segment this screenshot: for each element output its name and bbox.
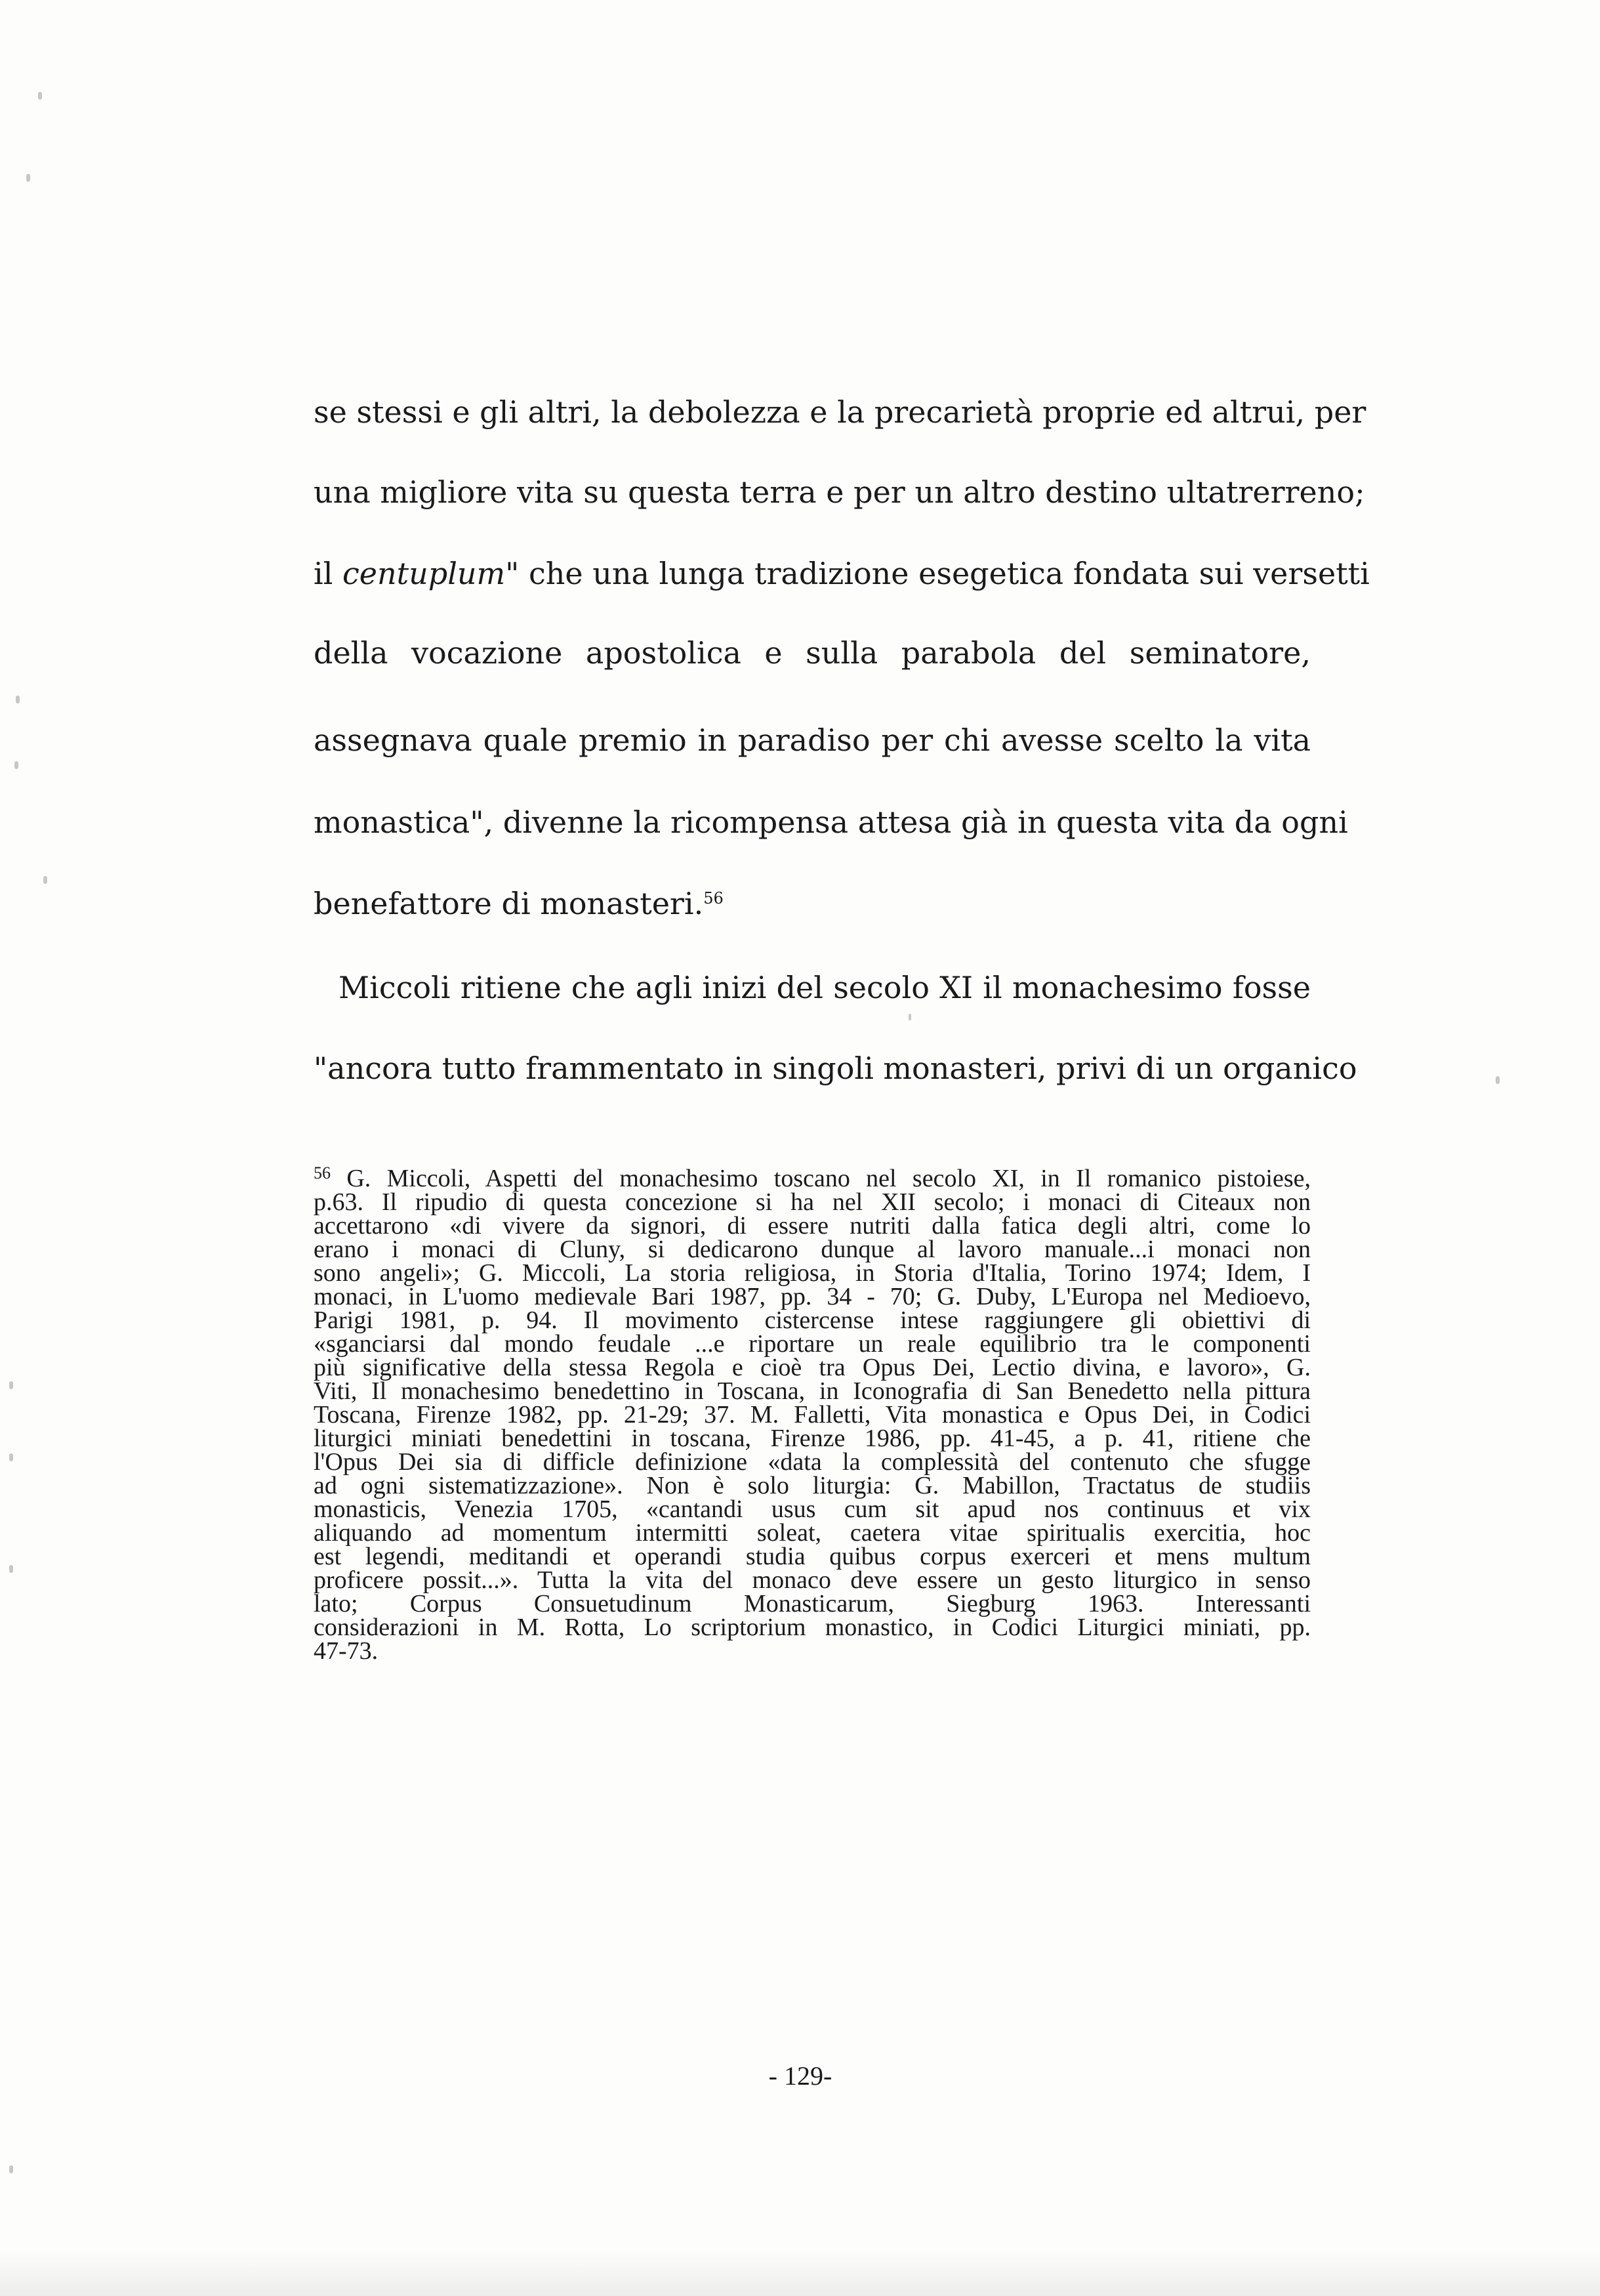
footnote-line: Viti, Il monachesimo benedettino in Toscana, in Iconografia di San Benedetto nella pittura — [314, 1377, 1311, 1405]
body-line-8: Miccoli ritiene che agli inizi del secolo XI il monachesimo fosse — [338, 970, 1311, 1005]
scan-speck — [38, 92, 42, 100]
body-line-7-text: benefattore di monasteri. — [314, 886, 704, 921]
footnote-line: Parigi 1981, p. 94. Il movimento cistercense intese raggiungere gli obiettivi di — [314, 1306, 1311, 1334]
footnote-line: aliquando ad momentum intermitti soleat, caetera vitae spiritualis exercitia, hoc — [314, 1519, 1311, 1547]
scan-speck — [43, 876, 47, 884]
footnote-line: considerazioni in M. Rotta, Lo scriptorium monastico, in Codici Liturgici miniati, pp. — [314, 1614, 1311, 1641]
body-line-3-lead: il — [314, 556, 343, 591]
footnote-line — [314, 1163, 1311, 1192]
body-line-6: monastica", divenne la ricompensa attesa già in questa vita da ogni — [314, 804, 1348, 840]
footnote-reference: 56 — [703, 889, 724, 908]
body-line-3 — [314, 554, 1370, 593]
page-number: - 129- — [768, 2061, 832, 2091]
scan-speck — [16, 696, 20, 703]
footnote-line: est legendi, meditandi et operandi studia quibus corpus exerceri et mens multum — [314, 1543, 1311, 1570]
body-line-2: una migliore vita su questa terra e per un altro destino ultatrerreno; — [314, 474, 1365, 510]
footnote-line: lato; Corpus Consuetudinum Monasticarum, Siegburg 1963. Interessanti — [314, 1590, 1311, 1618]
footnote-line: accettarono «di vivere da signori, di essere nutriti dalla fatica degli altri, come lo — [314, 1212, 1311, 1240]
body-line-4: della vocazione apostolica e sulla parabola del seminatore, — [314, 635, 1311, 671]
scan-speck — [9, 1453, 13, 1461]
footnote-number: 56 — [314, 1163, 331, 1182]
centuplum-term: centuplum" — [342, 556, 520, 591]
footnote-line: monaci, in L'uomo medievale Bari 1987, pp. 34 - 70; G. Duby, L'Europa nel Medioevo, — [314, 1283, 1311, 1310]
footnote-line: Toscana, Firenze 1982, pp. 21-29; 37. M. Falletti, Vita monastica e Opus Dei, in Codici — [314, 1401, 1311, 1429]
body-line-5: assegnava quale premio in paradiso per chi avesse scelto la vita — [314, 722, 1311, 758]
footnote-line-text: G. Miccoli, Aspetti del monachesimo toscano nel secolo XI, in Il romanico pistoiese, — [346, 1165, 1311, 1192]
footnote-line: erano i monaci di Cluny, si dedicarono dunque al lavoro manuale...i monaci non — [314, 1236, 1311, 1263]
body-line-1: se stessi e gli altri, la debolezza e la precarietà proprie ed altrui, per — [314, 394, 1366, 430]
scan-border — [0, 2251, 1600, 2296]
scan-speck — [26, 174, 30, 182]
body-line-9: "ancora tutto frammentato in singoli monasteri, privi di un organico — [314, 1051, 1357, 1086]
footnote-line: 47-73. — [314, 1637, 379, 1665]
footnote-line: proficere possit...». Tutta la vita del monaco deve essere un gesto liturgico in senso — [314, 1566, 1311, 1594]
footnote-line: l'Opus Dei sia di difficle definizione «data la complessità del contenuto che sfugge — [314, 1448, 1311, 1476]
scan-speck — [9, 1381, 13, 1389]
footnote-line: monasticis, Venezia 1705, «cantandi usus cum sit apud nos continuus et vix — [314, 1495, 1311, 1523]
footnote-line: liturgici miniati benedettini in toscana, Firenze 1986, pp. 41-45, a p. 41, ritiene che — [314, 1425, 1311, 1452]
scan-speck — [1496, 1076, 1500, 1084]
footnote-line: «sganciarsi dal mondo feudale ...e riportare un reale equilibrio tra le componenti — [314, 1330, 1311, 1358]
scan-speck — [14, 761, 18, 769]
footnote-line: ad ogni sistematizzazione». Non è solo liturgia: G. Mabillon, Tractatus de studiis — [314, 1472, 1311, 1499]
scan-speck — [909, 1014, 911, 1020]
footnote-line: p.63. Il ripudio di questa concezione si ha nel XII secolo; i monaci di Citeaux non — [314, 1188, 1311, 1216]
footnote-56 — [314, 1163, 1311, 1665]
footnote-line: più significative della stessa Regola e cioè tra Opus Dei, Lectio divina, e lavoro», G. — [314, 1354, 1311, 1381]
scan-speck — [9, 1565, 13, 1573]
body-line-3-rest: che una lunga tradizione esegetica fondata sui versetti — [519, 556, 1370, 591]
footnote-line: sono angeli»; G. Miccoli, La storia religiosa, in Storia d'Italia, Torino 1974; Idem, I — [314, 1259, 1311, 1287]
scan-speck — [9, 2165, 13, 2173]
body-line-7 — [314, 884, 1311, 923]
